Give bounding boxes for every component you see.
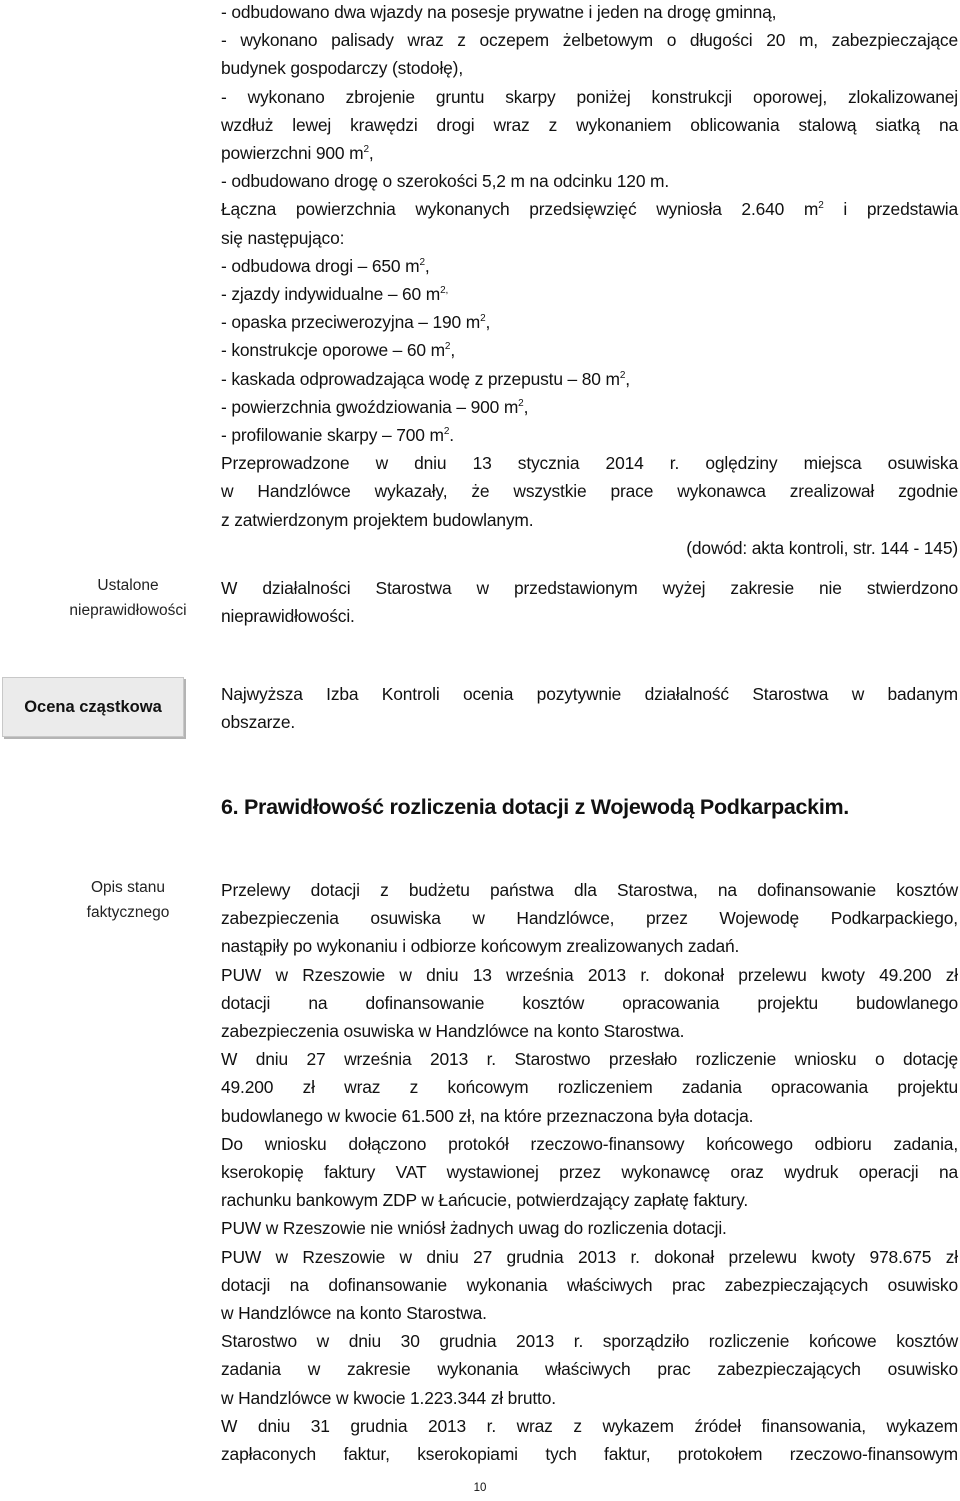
- paragraph-line: W działalności Starostwa w przedstawionym wyżej zakresie nie stwierdzono: [221, 578, 958, 598]
- paragraph-line: budynek gospodarczy (stodołę),: [221, 58, 464, 79]
- list-item: - kaskada odprowadzająca wodę z przepustu – 80 $m^2$,: [221, 368, 630, 389]
- list-item: - zjazdy indywidualne – 60 $m^{2,}$: [221, 284, 449, 305]
- paragraph-line: Przelewy dotacji z budżetu państwa dla Starostwa, na dofinansowanie kosztów: [221, 880, 958, 900]
- section-5-body: [221, 0, 958, 562]
- paragraph-line: rachunku bankowym ZDP w Łańcucie, potwierdzający zapłatę faktury.: [221, 1190, 749, 1211]
- paragraph-line: obszarze.: [221, 712, 296, 733]
- paragraph-line: PUW w Rzeszowie nie wniósł żadnych uwag do rozliczenia dotacji.: [221, 1218, 727, 1239]
- paragraph-line: w Handzlówce na konto Starostwa.: [221, 1303, 487, 1324]
- paragraph-line: - wykonano palisady wraz z oczepem żelbetowym o długości 20 m, zabezpieczające: [221, 30, 958, 51]
- ocena-czastkowa-label: Ocena cząstkowa: [2, 677, 184, 737]
- paragraph-line: Przeprowadzone w dniu 13 stycznia 2014 r. oględziny miejsca osuwiska: [221, 453, 958, 474]
- paragraph-line: powierzchni 900 $m^2$,: [221, 143, 374, 164]
- side-label-ustalone: Ustalone nieprawidłowości: [69, 577, 187, 619]
- paragraph-line: zabezpieczenia osuwiska w Handzlówce, przez Wojewodę Podkarpackiego,: [221, 908, 958, 929]
- paragraph-line: się następująco:: [221, 227, 345, 248]
- paragraph-line: - odbudowano dwa wjazdy na posesje prywatne i jeden na drogę gminną,: [221, 2, 777, 22]
- paragraph-line: PUW w Rzeszowie w dniu 27 grudnia 2013 r. dokonał przelewu kwoty 978.675 zł: [221, 1246, 958, 1267]
- paragraph-line: nieprawidłowości.: [221, 606, 355, 627]
- paragraph-line: w Handzlówce w kwocie 1.223.344 zł brutto.: [221, 1387, 556, 1408]
- paragraph-line: zapłaconych faktur, kserokopiami tych faktur, protokołem rzeczowo-finansowym: [221, 1444, 958, 1465]
- list-item: - opaska przeciwerozyjna – 190 $m^2$,: [221, 312, 491, 333]
- ocena-text: [221, 680, 958, 736]
- paragraph-line: budowlanego w kwocie 61.500 zł, na które przeznaczona była dotacja.: [221, 1105, 754, 1126]
- paragraph-line: PUW w Rzeszowie w dniu 13 września 2013 r. dokonał przelewu kwoty 49.200 zł: [221, 964, 958, 985]
- paragraph-line: W dniu 27 września 2013 r. Starostwo przesłało rozliczenie wniosku o dotację: [221, 1049, 958, 1070]
- paragraph-line: kserokopię faktury VAT wystawionej przez wykonawcę oraz wydruk operacji na: [221, 1162, 958, 1183]
- paragraph-line: - wykonano zbrojenie gruntu skarpy poniżej konstrukcji oporowej, zlokalizowanej: [221, 86, 958, 107]
- evidence-reference: (dowód: akta kontroli, str. 144 - 145): [686, 537, 958, 558]
- paragraph-line: w Handzlówce wykazały, że wszystkie prace wykonawca zrealizował zgodnie: [221, 481, 958, 502]
- paragraph-line: - odbudowano drogę o szerokości 5,2 m na odcinku 120 m.: [221, 171, 670, 192]
- paragraph-line: zadania w zakresie wykonania właściwych prac zabezpieczających osuwisko: [221, 1359, 958, 1380]
- side-label-opis: Opis stanu faktycznego: [86, 879, 170, 921]
- paragraph-line: wzdłuż lewej krawędzi drogi wraz z wykonaniem oblicowania stalową siatką na: [221, 114, 958, 135]
- list-item: - odbudowa drogi – 650 $m^2$,: [221, 255, 430, 276]
- findings-text: [221, 574, 958, 630]
- page-number: 10: [473, 1482, 487, 1494]
- paragraph-line: Starostwo w dniu 30 grudnia 2013 r. sporządziło rozliczenie końcowe kosztów: [221, 1331, 958, 1352]
- paragraph-line: nastąpiły po wykonaniu i odbiorze końcowym zrealizowanych zadań.: [221, 936, 740, 957]
- paragraph-line: dotacji na dofinansowanie kosztów opracowania projektu budowlanego: [221, 992, 958, 1013]
- paragraph-line: z zatwierdzonym projektem budowlanym.: [221, 509, 534, 530]
- list-item: - konstrukcje oporowe – 60 $m^2$,: [221, 340, 456, 361]
- section-heading: 6. Prawidłowość rozliczenia dotacji z Wojewodą Podkarpackim.: [221, 795, 849, 819]
- list-item: - powierzchnia gwoździowania – 900 $m^2$,: [221, 396, 529, 417]
- paragraph-line: W dniu 31 grudnia 2013 r. wraz z wykazem źródeł finansowania, wykazem: [221, 1415, 958, 1436]
- paragraph-line: Do wniosku dołączono protokół rzeczowo-finansowy końcowego odbioru zadania,: [221, 1133, 958, 1154]
- list-item: - profilowanie skarpy – 700 $m^2$.: [221, 425, 454, 446]
- paragraph-line: dotacji na dofinansowanie wykonania właściwych prac zabezpieczających osuwisko: [221, 1274, 958, 1295]
- paragraph-line: Najwyższa Izba Kontroli ocenia pozytywnie działalność Starostwa w badanym: [221, 684, 958, 704]
- paragraph-line: Łączna powierzchnia wykonanych przedsięwzięć wyniosła 2.640 $m^2$ i przedstawia: [221, 199, 958, 220]
- section-6-body: [221, 876, 958, 1468]
- paragraph-line: zabezpieczenia osuwiska w Handzlówce na konto Starostwa.: [221, 1021, 685, 1042]
- paragraph-line: 49.200 zł wraz z końcowym rozliczeniem zadania opracowania projektu: [221, 1077, 958, 1098]
